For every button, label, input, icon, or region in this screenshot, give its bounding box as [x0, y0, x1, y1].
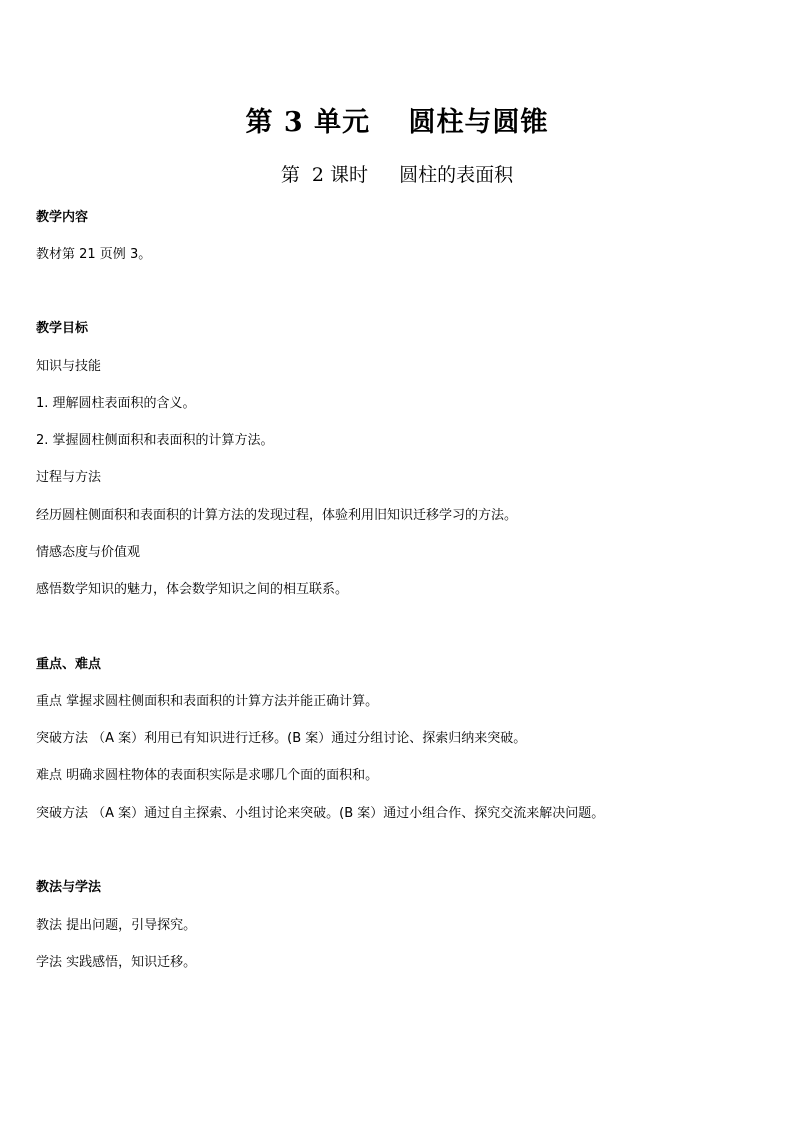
difficulty-point: 难点 明确求圆柱物体的表面积实际是求哪几个面的面积和。 — [36, 768, 379, 783]
emotion-text: 感悟数学知识的魅力，体会数学知识之间的相互联系。 — [36, 582, 349, 597]
knowledge-heading: 知识与技能 — [36, 359, 102, 374]
objective-item-1: 1. 理解圆柱表面积的含义。 — [36, 396, 196, 411]
section-heading-methods: 教法与学法 — [36, 880, 102, 895]
lesson-title: 第 2 课时 圆柱的表面积 — [280, 164, 514, 186]
teaching-method: 教法 提出问题，引导探究。 — [36, 918, 197, 933]
section-heading-objectives: 教学目标 — [36, 321, 89, 336]
process-heading: 过程与方法 — [36, 470, 102, 485]
unit-title: 第 3 单元 圆柱与圆锥 — [245, 107, 549, 138]
objective-item-2: 2. 掌握圆柱侧面积和表面积的计算方法。 — [36, 433, 274, 448]
key-point-method: 突破方法 （A 案）利用已有知识进行迁移。(B 案）通过分组讨论、探索归纳来突破。 — [36, 731, 527, 746]
content-text: 教材第 21 页例 3。 — [36, 247, 152, 262]
section-heading-content: 教学内容 — [36, 210, 89, 225]
emotion-heading: 情感态度与价值观 — [36, 545, 141, 560]
learning-method: 学法 实践感悟，知识迁移。 — [36, 955, 197, 970]
section-heading-key-points: 重点、难点 — [36, 657, 102, 672]
difficulty-method: 突破方法 （A 案）通过自主探索、小组讨论来突破。(B 案）通过小组合作、探究交流来解决问题。 — [36, 806, 605, 821]
key-point: 重点 掌握求圆柱侧面积和表面积的计算方法并能正确计算。 — [36, 694, 379, 709]
process-text: 经历圆柱侧面积和表面积的计算方法的发现过程，体验利用旧知识迁移学习的方法。 — [36, 508, 518, 523]
